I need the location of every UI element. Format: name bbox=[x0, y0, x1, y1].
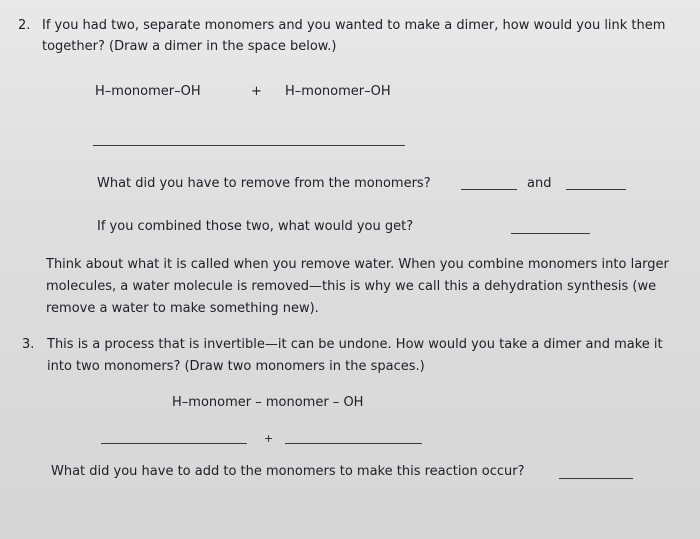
q3-monomer-answer-line-2[interactable] bbox=[285, 443, 422, 444]
q2-monomer-b: H–monomer–OH bbox=[285, 84, 391, 99]
q3-dimer: H–monomer – monomer – OH bbox=[172, 395, 364, 410]
q2-prompt-line1: If you had two, separate monomers and you wanted to make a dimer, how would you link them bbox=[42, 18, 666, 33]
q2-explanation-line2: molecules, a water molecule is removed—this is why we call this a dehydration synthesis (we bbox=[46, 279, 657, 294]
q2-dimer-answer-line[interactable] bbox=[93, 145, 405, 146]
q3-add-answer-line[interactable] bbox=[559, 478, 633, 479]
q2-prompt-line2: together? (Draw a dimer in the space below.) bbox=[42, 39, 337, 54]
q3-number: 3. bbox=[22, 337, 35, 352]
q2-explanation-line3: remove a water to make something new). bbox=[46, 301, 319, 316]
q2-remove-answer-line-1[interactable] bbox=[461, 189, 517, 190]
q2-plus-sign: + bbox=[251, 84, 262, 99]
q2-number: 2. bbox=[18, 18, 31, 33]
q2-combined-question: If you combined those two, what would you get? bbox=[97, 219, 414, 234]
q2-combined-answer-line[interactable] bbox=[511, 233, 590, 234]
q3-add-question: What did you have to add to the monomers to make this reaction occur? bbox=[51, 464, 525, 479]
q2-explanation-line1: Think about what it is called when you remove water. When you combine monomers into larger bbox=[46, 257, 669, 272]
q2-remove-answer-line-2[interactable] bbox=[566, 189, 626, 190]
q2-and-label: and bbox=[527, 176, 552, 191]
q3-prompt-line1: This is a process that is invertible—it can be undone. How would you take a dimer and make it bbox=[47, 337, 663, 352]
q3-monomer-answer-line-1[interactable] bbox=[101, 443, 247, 444]
q2-remove-question: What did you have to remove from the monomers? bbox=[97, 176, 431, 191]
q3-prompt-line2: into two monomers? (Draw two monomers in the spaces.) bbox=[47, 359, 425, 374]
q3-plus-sign: + bbox=[264, 432, 274, 445]
q2-monomer-a: H–monomer–OH bbox=[95, 84, 201, 99]
